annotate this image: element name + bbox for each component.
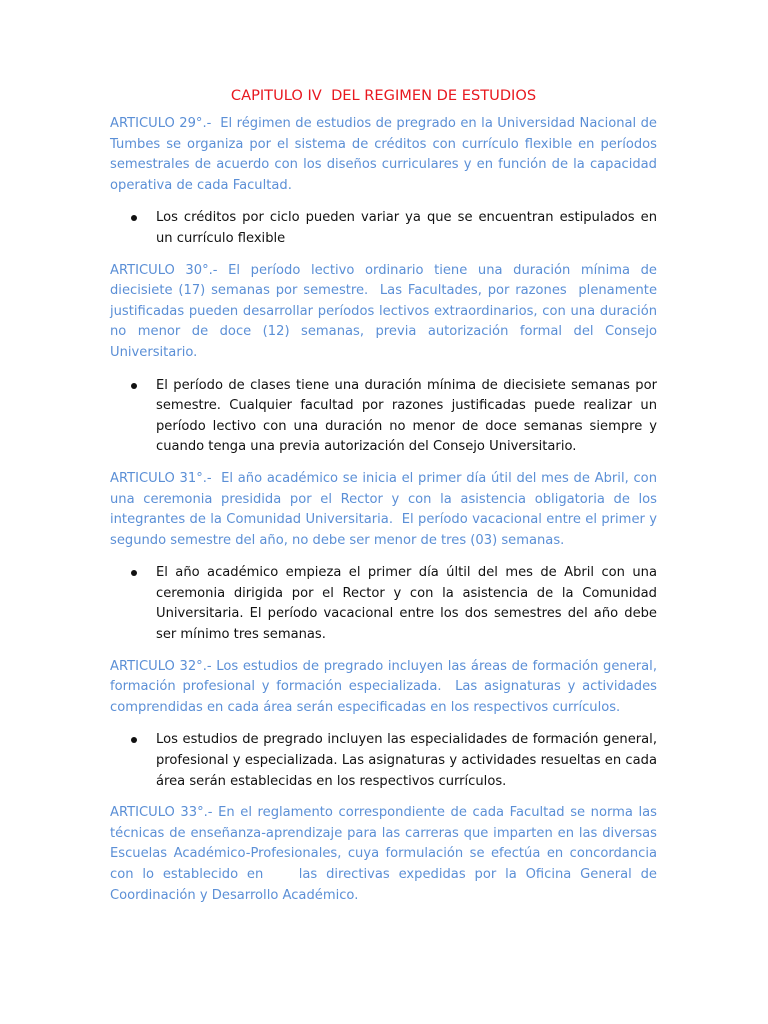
article-33: ARTICULO 33°.- En el reglamento correspondiente de cada Facultad se norma las técnicas de enseñanza-aprendizaje para las carreras que imparten en las diversas Escuelas Académico-Profesionales, cuya formulación se efectúa en concordancia con lo establecido en las directivas expedidas por la Oficina General de Coordinación y Desarrollo Académico. <box>110 805 662 903</box>
bullet-item-30 <box>110 376 657 458</box>
bullet-text: Los créditos por ciclo pueden variar ya que se encuentran estipulados en un currículo flexible <box>156 210 657 246</box>
bullet-item-32 <box>110 730 657 792</box>
article-30: ARTICULO 30°.- El período lectivo ordinario tiene una duración mínima de diecisiete (17) semanas por semestre. Las Facultades, por razones plenamente justificadas pueden desarrollar períodos lectivos extraordinarios, con una duración no menor de doce (12) semanas, previa autorización formal del Consejo Universitario. <box>110 262 662 360</box>
bullet-text: El año académico empieza el primer día últil del mes de Abril con una ceremonia dirigida por el Rector y con la asistencia de la Comunidad Universitaria. El período vacacional entre los dos semestres del año debe ser mínimo tres semanas. <box>156 565 657 643</box>
chapter-title: CAPITULO IV DEL REGIMEN DE ESTUDIOS <box>230 87 537 104</box>
document-page <box>110 84 662 918</box>
bullet-point-icon <box>131 215 137 221</box>
bullet-text: El período de clases tiene una duración mínima de diecisiete semanas por semestre. Cualquier facultad por razones justificadas puede realizar un período lectivo con una duración no menor de doce semanas siempre y cuando tenga una previa autorización del Consejo Universitario. <box>156 377 657 455</box>
article-29: ARTICULO 29°.- El régimen de estudios de pregrado en la Universidad Nacional de Tumbes se organiza por el sistema de créditos con currículo flexible en períodos semestrales de acuerdo con los diseños curriculares y en función de la capacidad operativa de cada Facultad. <box>110 116 662 193</box>
bullet-item-31 <box>110 563 657 645</box>
bullet-point-icon <box>131 737 137 743</box>
bullet-text: Los estudios de pregrado incluyen las especialidades de formación general, profesional y especializada. Las asignaturas y actividades resueltas en cada área serán establecidas en los respectivos currículos. <box>156 732 657 789</box>
article-32: ARTICULO 32°.- Los estudios de pregrado incluyen las áreas de formación general, formación profesional y formación especializada. Las asignaturas y actividades comprendidas en cada área serán especificadas en los respectivos currículos. <box>110 658 662 715</box>
bullet-item-29 <box>110 208 657 249</box>
bullet-point-icon <box>131 570 137 576</box>
article-31: ARTICULO 31°.- El año académico se inicia el primer día útil del mes de Abril, con una ceremonia presidida por el Rector y con la asistencia obligatoria de los integrantes de la Comunidad Universitaria. El período vacacional entre el primer y segundo semestre del año, no debe ser menor de tres (03) semanas. <box>110 470 662 548</box>
bullet-point-icon <box>131 383 137 389</box>
